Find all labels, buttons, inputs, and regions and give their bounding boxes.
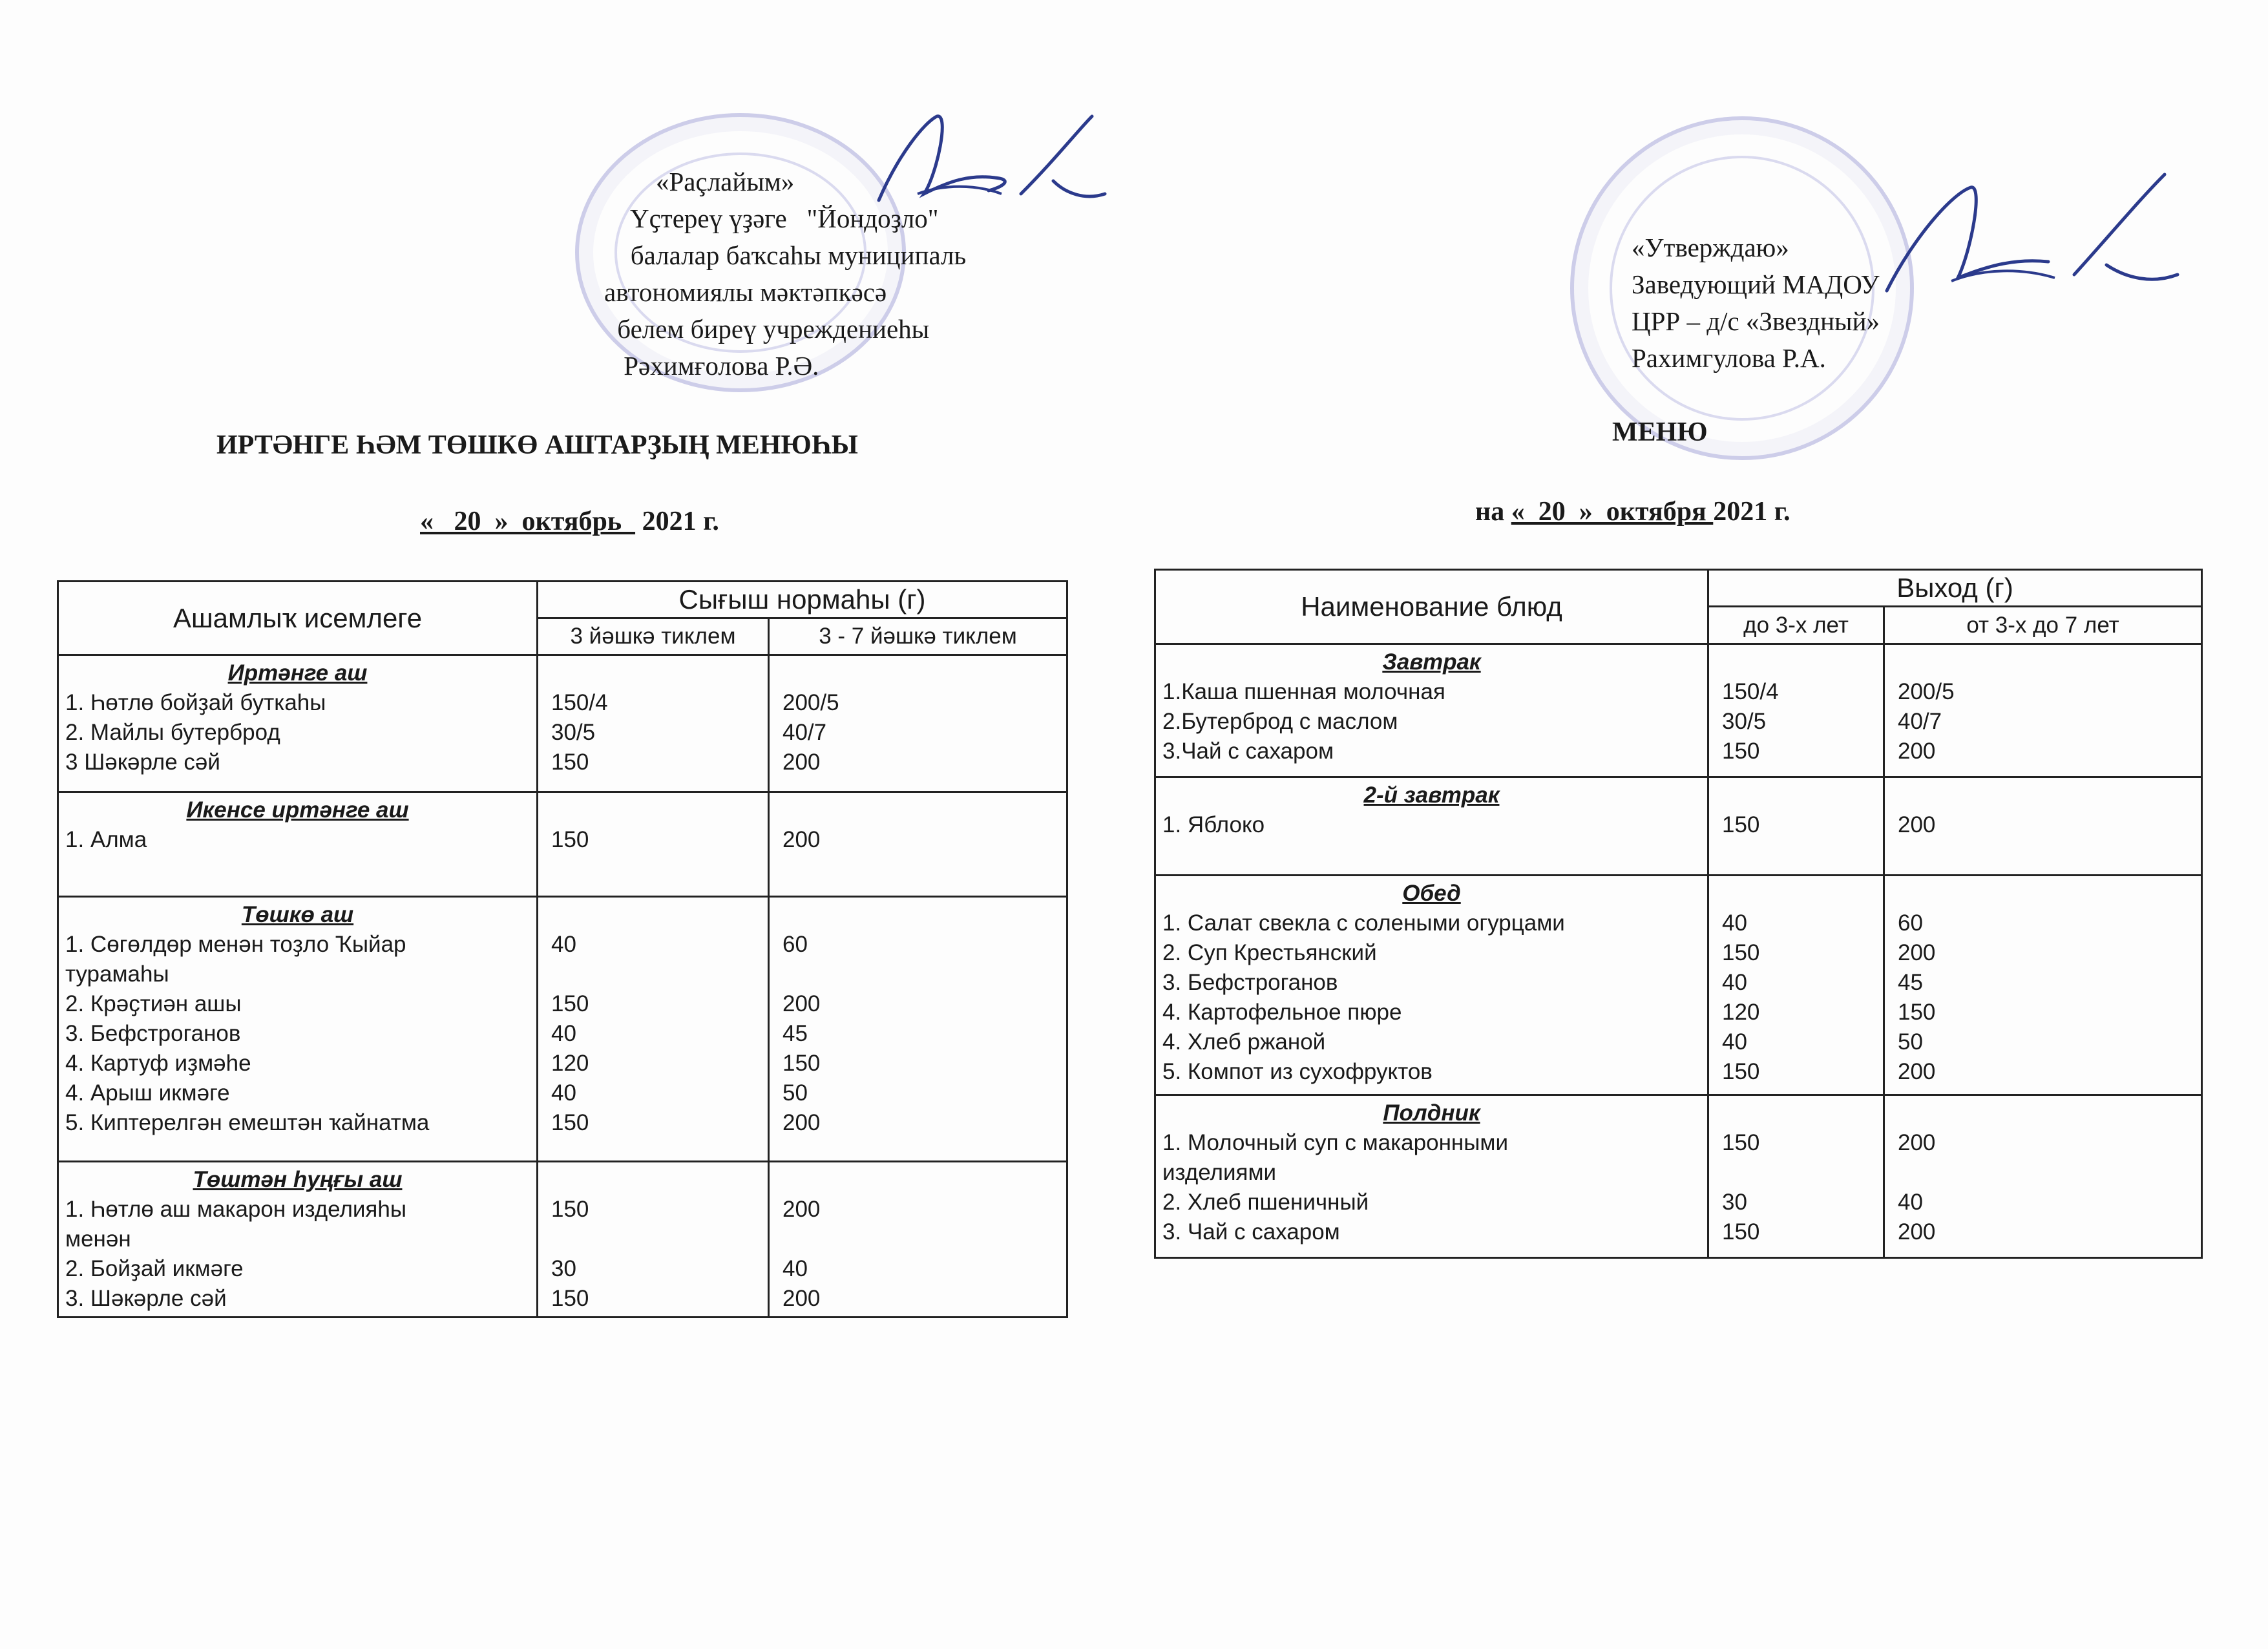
dish-item: 1. Сөгөлдөр менән тоҙло Ҡыйар [65,932,406,957]
approval-block-ru [1632,229,1880,377]
portion-cell-age2 [1884,1095,2202,1258]
dish-item: 5. Компот из сухофруктов [1162,1059,1433,1084]
dish-item: 2. Бойҙай икмәге [65,1256,244,1281]
dish-item: изделиями [1162,1160,1277,1185]
col-age1-header: до 3-х лет [1708,607,1884,644]
table-row [1155,777,2202,876]
portion-cell-age1 [538,655,769,792]
page-title-ba: ИРТӘНГЕ ҺӘМ ТӨШКӨ АШТАРҘЫҢ МЕНЮҺЫ [216,430,858,460]
dish-item: менән [65,1226,131,1252]
portion-value [1722,1158,1876,1188]
portion-value: 120 [551,1051,589,1076]
portion-value [551,1224,761,1254]
dish-cell [58,655,538,792]
portion-cell-age2 [769,655,1067,792]
portion-value: 200 [1898,1059,1936,1084]
col-dish-header: Наименование блюд [1155,570,1708,644]
dish-item: 3. Чай с сахаром [1162,1219,1340,1245]
portion-value: 150 [1722,812,1760,837]
portion-value: 60 [1898,910,1923,936]
date-prefix: на [1475,497,1511,527]
spacer [1898,781,2194,810]
page-title-ru: МЕНЮ [1612,417,1708,447]
dish-item: 3. Бефстроганов [1162,970,1338,995]
meal-title: Төшкө аш [241,902,354,927]
portion-cell-age1 [538,897,769,1162]
col-dish-header: Ашамлыҡ исемлеге [58,582,538,655]
col-norm-header: Выход (г) [1708,570,2202,607]
dish-cell [1155,876,1708,1095]
portion-value: 200 [1898,1219,1936,1245]
portion-value: 150 [1722,739,1760,764]
table-row [58,655,1067,792]
portion-cell-age2 [1884,777,2202,876]
approval-block-ba [604,163,966,384]
portion-value: 200 [782,991,821,1016]
spacer [1722,781,1876,810]
date-value: « 20 » октябрь [420,507,636,536]
approval-line: балалар баҡсаһы муниципаль [611,240,967,270]
portion-cell-age1 [538,1162,769,1318]
portion-value: 40 [1898,1190,1923,1215]
portion-value: 200 [782,1110,821,1135]
dish-item: 2. Майлы бутерброд [65,720,280,745]
dish-item: 5. Киптерелгән емештән ҡайнатма [65,1110,430,1135]
portion-cell-age1 [1708,1095,1884,1258]
meal-title: Иртәнге аш [227,660,368,686]
date-value: « 20 » октября [1511,497,1714,527]
portion-value: 50 [782,1080,808,1106]
portion-value: 150 [551,1197,589,1222]
portion-cell-age1 [538,792,769,897]
menu-date-ba [420,506,719,537]
portion-value: 150 [1722,1059,1760,1084]
portion-value: 40 [782,1256,808,1281]
spacer [1722,879,1876,909]
dish-item: 1. Алма [65,827,147,852]
portion-value: 150 [1898,1000,1936,1025]
portion-value: 200 [782,1197,821,1222]
portion-value: 40 [551,1080,576,1106]
meal-title: Икенсе иртәнге аш [186,797,409,823]
col-age1-header: 3 йәшкә тиклем [538,618,769,655]
table-row [1155,1095,2202,1258]
table-row [58,792,1067,897]
portion-value [551,960,761,989]
portion-cell-age2 [769,792,1067,897]
approval-line: Заведующий МАДОУ [1632,269,1880,299]
portion-value: 150 [1722,1219,1760,1245]
approval-line: «Утверждаю» [1632,233,1789,262]
dish-item: 4. Хлеб ржаной [1162,1029,1326,1055]
dish-item: 1. Һөтлө аш макарон изделияһы [65,1197,407,1222]
meal-title: Полдник [1383,1100,1480,1126]
dish-item: 2. Хлеб пшеничный [1162,1190,1369,1215]
dish-item: 3. Шәкәрле сәй [65,1286,227,1311]
portion-value: 30 [551,1256,576,1281]
portion-value: 40 [1722,910,1747,936]
portion-value: 60 [782,932,808,957]
meal-title: Завтрак [1382,649,1481,675]
dish-item: 1. Һөтлө бойҙай буткаһы [65,690,326,715]
approval-line: Рәхимғолова Р.Ә. [617,351,819,381]
portion-value: 40 [1722,970,1747,995]
portion-value: 40 [551,932,576,957]
meal-title: 2-й завтрак [1363,782,1500,808]
menu-table-ba [57,580,1068,1318]
dish-item: 4. Картофельное пюре [1162,1000,1402,1025]
portion-value [782,960,1060,989]
spacer [1722,1098,1876,1128]
portion-value: 200 [1898,1130,1936,1155]
portion-value: 30/5 [551,720,596,745]
dish-item: 1. Салат свекла с солеными огурцами [1162,910,1565,936]
portion-value [1898,1158,2194,1188]
portion-value: 120 [1722,1000,1760,1025]
portion-value: 50 [1898,1029,1923,1055]
spacer [551,1165,761,1195]
dish-cell [58,1162,538,1318]
portion-value [782,1224,1060,1254]
dish-cell [58,897,538,1162]
approval-line: Үҫтереү үҙәге "Йондоҙло" [630,204,939,233]
approval-line: автономиялы мәктәпкәсә [604,277,887,307]
table-row [58,897,1067,1162]
spacer [782,1165,1060,1195]
portion-value: 30/5 [1722,709,1767,734]
dish-cell [1155,777,1708,876]
dish-item: 3. Бефстроганов [65,1021,241,1046]
portion-value: 200 [782,750,821,775]
portion-value: 40 [1722,1029,1747,1055]
spacer [1722,647,1876,677]
menu-date-ru [1475,496,1790,527]
spacer [782,658,1060,688]
portion-value: 200 [782,827,821,852]
portion-value: 200 [1898,812,1936,837]
portion-value: 150 [1722,940,1760,965]
portion-value: 40 [551,1021,576,1046]
portion-cell-age2 [769,1162,1067,1318]
signature-icon [1861,162,2184,310]
col-age2-header: от 3-х до 7 лет [1884,607,2202,644]
portion-cell-age2 [1884,876,2202,1095]
portion-cell-age1 [1708,644,1884,777]
portion-value: 150/4 [551,690,608,715]
dish-cell [58,792,538,897]
dish-item: 3 Шәкәрле сәй [65,750,220,775]
dish-item: турамаһы [65,961,169,987]
dish-item: 2. Суп Крестьянский [1162,940,1377,965]
portion-cell-age2 [769,897,1067,1162]
menu-table-ru [1154,569,2203,1259]
dish-cell [1155,1095,1708,1258]
approval-line: «Раçлайым» [656,167,795,196]
spacer [1898,1098,2194,1128]
dish-item: 4. Картуф иҙмәһе [65,1051,251,1076]
spacer [1898,879,2194,909]
portion-value: 45 [1898,970,1923,995]
approval-line: Рахимгулова Р.А. [1632,343,1826,373]
table-row [58,1162,1067,1318]
portion-value: 45 [782,1021,808,1046]
meal-title: Обед [1402,881,1461,906]
spacer [782,795,1060,825]
approval-line: ЦРР – д/с «Звездный» [1632,306,1880,336]
spacer [551,795,761,825]
spacer [782,900,1060,930]
portion-value: 40/7 [782,720,827,745]
meal-title: Төштән һуңғы аш [193,1167,403,1192]
dish-item: 2. Крәҫтиән ашы [65,991,242,1016]
col-age2-header: 3 - 7 йәшкә тиклем [769,618,1067,655]
table-row [1155,876,2202,1095]
portion-value: 30 [1722,1190,1747,1215]
approval-line: белем биреү учреждениеһы [611,314,930,344]
dish-item: 3.Чай с сахаром [1162,739,1334,764]
portion-value: 200/5 [1898,679,1955,704]
portion-value: 150 [551,827,589,852]
dish-item: 1. Яблоко [1162,812,1265,837]
spacer [551,900,761,930]
spacer [1898,647,2194,677]
portion-cell-age1 [1708,777,1884,876]
portion-value: 150 [1722,1130,1760,1155]
portion-value: 150/4 [1722,679,1779,704]
portion-value: 200 [1898,940,1936,965]
date-year: 2021 г. [1713,497,1790,527]
dish-item: 1. Молочный суп с макаронными [1162,1130,1508,1155]
dish-item: 1.Каша пшенная молочная [1162,679,1445,704]
portion-value: 40/7 [1898,709,1942,734]
portion-cell-age2 [1884,644,2202,777]
col-norm-header: Сығыш нормаһы (г) [538,582,1067,618]
portion-value: 150 [551,1110,589,1135]
spacer [551,658,761,688]
dish-cell [1155,644,1708,777]
portion-value: 200 [782,1286,821,1311]
portion-value: 200 [1898,739,1936,764]
portion-cell-age1 [1708,876,1884,1095]
dish-item: 2.Бутерброд с маслом [1162,709,1398,734]
portion-value: 150 [782,1051,821,1076]
portion-value: 150 [551,991,589,1016]
date-year: 2021 г. [635,507,719,536]
portion-value: 150 [551,1286,589,1311]
portion-value: 200/5 [782,690,839,715]
portion-value: 150 [551,750,589,775]
table-row [1155,644,2202,777]
dish-item: 4. Арыш икмәге [65,1080,230,1106]
